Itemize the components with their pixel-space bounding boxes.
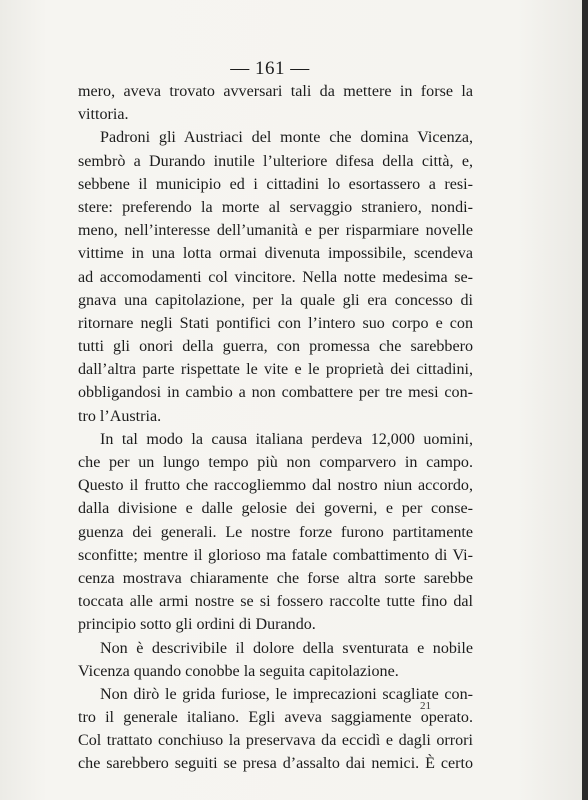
text-line: toccata alle armi nostre se si fossero raccolte tutte fino dal — [78, 593, 473, 611]
text-line: gnava una capitolazione, per la quale gli era concesso di — [78, 291, 473, 309]
text-line: ad accomodamenti col vincitore. Nella notte medesima se- — [78, 268, 473, 286]
text-line: tro il generale italiano. Egli aveva saggiamente operato. — [78, 709, 473, 727]
body-text — [78, 80, 473, 776]
text-line: ritornare negli Stati pontifici con l’intero suo corpo e con — [78, 314, 473, 332]
text-line: Padroni gli Austriaci del monte che domina Vicenza, — [100, 129, 473, 147]
text-line: dalla divisione e dalle gelosie dei governi, e per conse- — [78, 500, 473, 518]
signature-mark: 21 — [420, 700, 431, 712]
text-line: stere: preferendo la morte al servaggio straniero, nondi- — [78, 198, 473, 216]
text-line: tro l’Austria. — [78, 407, 162, 425]
page-number: — 161 — — [230, 58, 310, 79]
text-line: cenza mostrava chiaramente che forse altra sorte sarebbe — [78, 569, 473, 587]
text-line: obbligandosi in cambio a non combattere per tre mesi con- — [78, 384, 473, 402]
text-line: vittoria. — [78, 106, 129, 124]
text-line: principio sotto gli ordini di Durando. — [78, 616, 316, 634]
text-line: che per un lungo tempo più non comparvero in campo. — [78, 454, 473, 471]
text-line: Vicenza quando conobbe la seguita capitolazione. — [78, 662, 399, 680]
text-line: In tal modo la causa italiana perdeva 12,000 uomini, — [100, 430, 473, 448]
text-line: vittime in una lotta ormai divenuta impossibile, scendeva — [78, 245, 473, 263]
text-line: sebbene il municipio ed i cittadini lo esortassero a resi- — [78, 175, 473, 193]
text-line: dall’altra parte rispettate le vite e le proprietà dei cittadini, — [78, 361, 473, 379]
text-line: Col trattato conchiuso la preservava da eccidì e dagli orrori — [78, 732, 473, 750]
page-edge-shadow — [582, 0, 588, 800]
text-line: che sarebbero seguiti se presa d’assalto dai nemici. È certo — [78, 755, 473, 773]
text-line: Non è descrivibile il dolore della sventurata e nobile — [100, 639, 473, 657]
text-line: Questo il frutto che raccogliemmo dal nostro niun accordo, — [78, 477, 473, 495]
text-line: meno, nell’interesse dell’umanità e per risparmiare novelle — [78, 222, 473, 240]
text-line: sembrò a Durando inutile l’ulteriore difesa della città, e, — [78, 152, 473, 170]
text-line: sconfitte; mentre il glorioso ma fatale combattimento di Vi- — [78, 546, 473, 564]
text-line: mero, aveva trovato avversari tali da mettere in forse la — [78, 83, 473, 100]
text-line: guenza dei generali. Le nostre forze furono partitamente — [78, 523, 473, 541]
text-line: Non dirò le grida furiose, le imprecazioni scagliate con- — [100, 685, 473, 703]
text-line: tutti gli onori della guerra, con promessa che sarebbero — [78, 338, 473, 356]
